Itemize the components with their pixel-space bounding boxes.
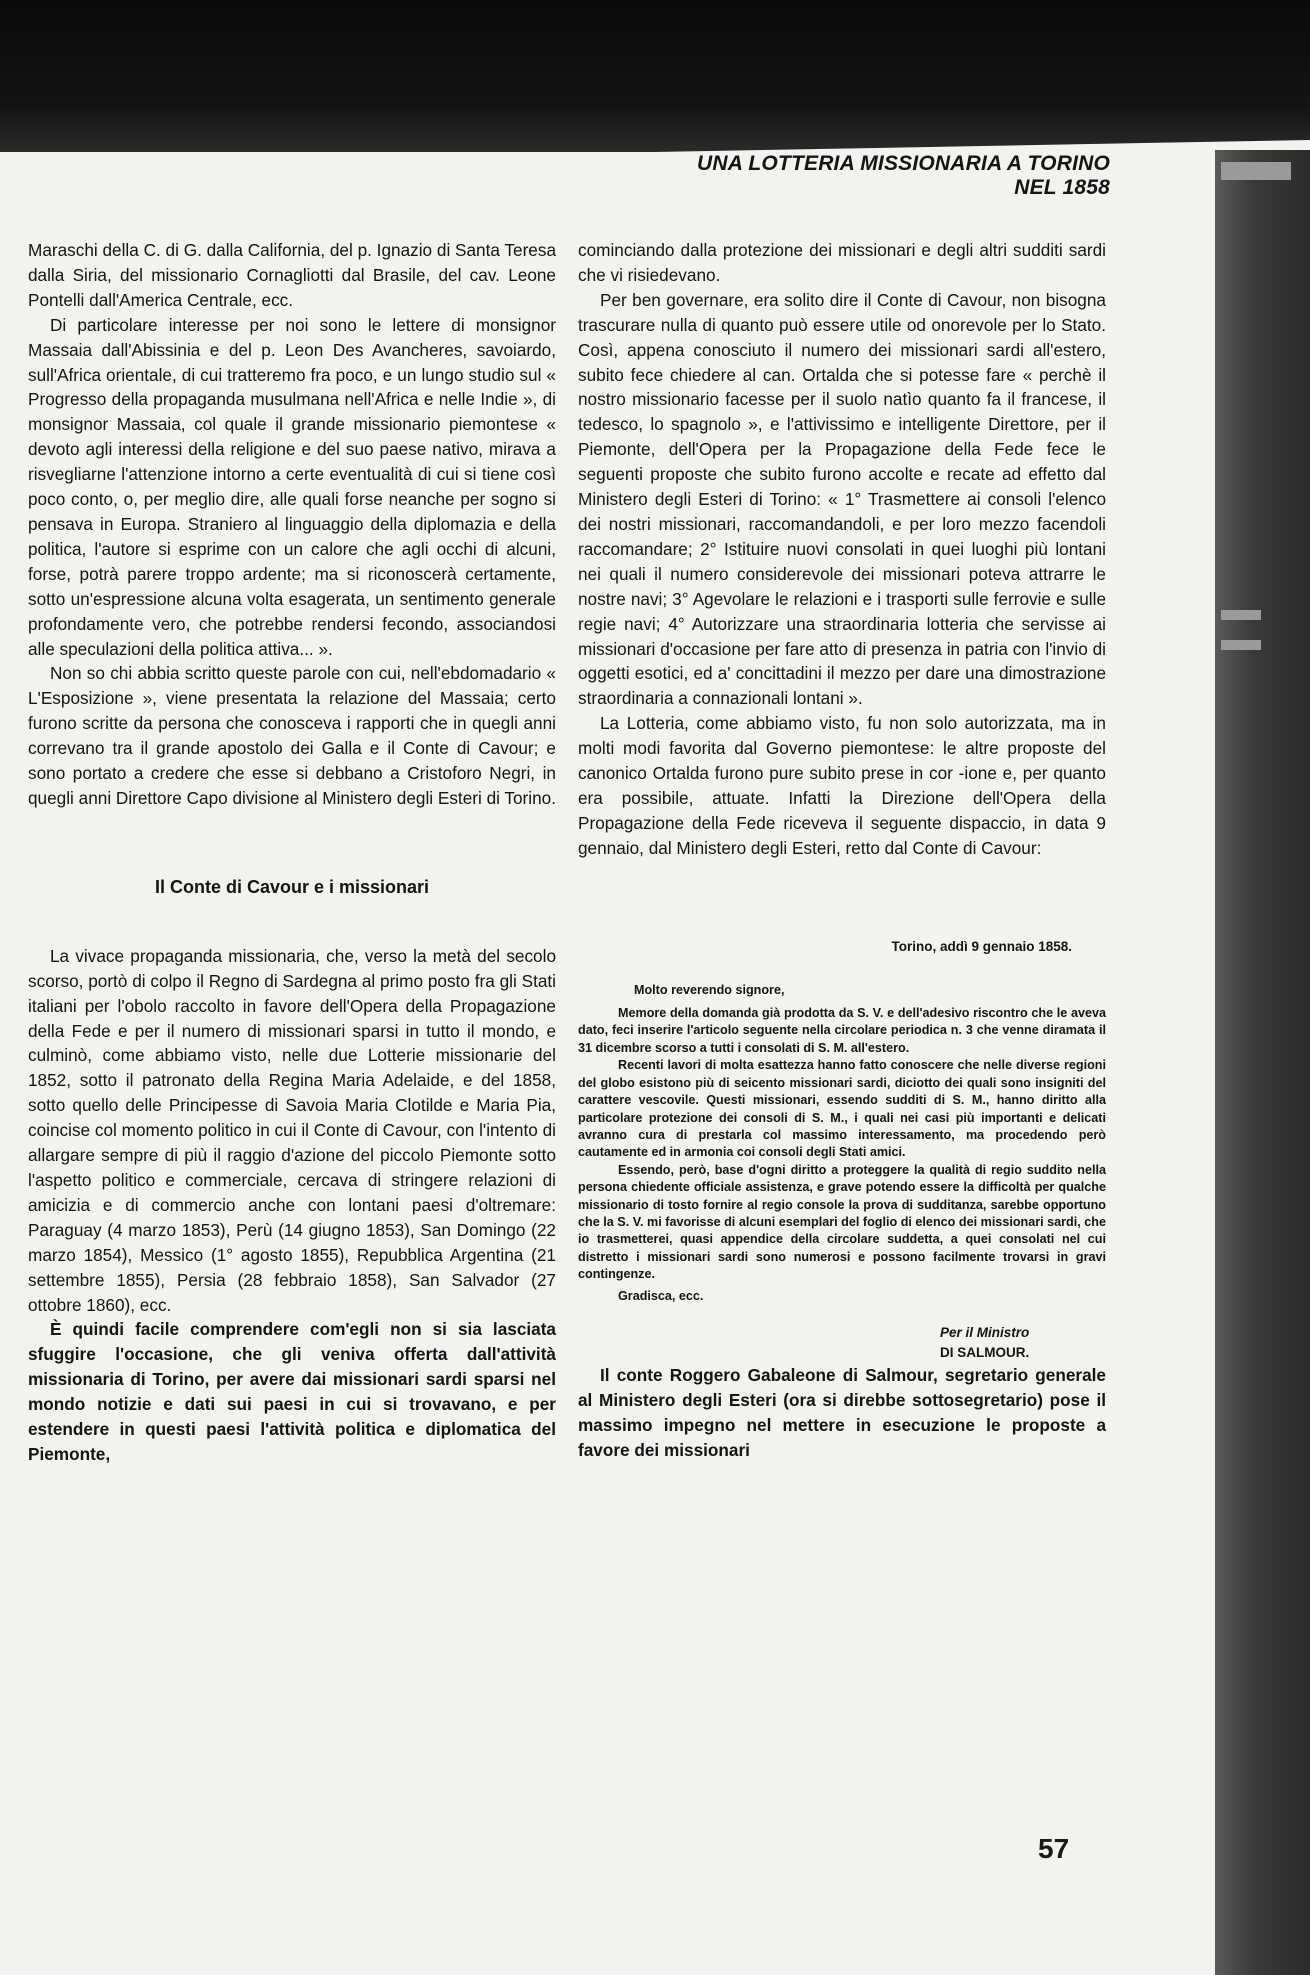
letter-paragraph: Recenti lavori di molta esattezza hanno fatto conoscere che nelle diverse regioni del globo esistono più di seicento missionari sardi, diciotto dei quali sono insigniti del carattere vescovile. Questi missionari, essendo sudditi di S. M., hanno diritto alla particolare protezione dei consoli di S. M., i quali nei casi più importanti e delicati avranno cura di prestarla col massimo interessamento, ma procedendo però cautamente ed in armonia coi consoli degli Stati amici. <box>578 1058 1106 1160</box>
letter-signature <box>940 1323 1106 1363</box>
letter-salutation: Molto reverendo signore, <box>634 982 785 997</box>
letter-date-line: Torino, addì 9 gennaio 1858. <box>891 938 1072 954</box>
signature-line: Per il Ministro <box>940 1324 1030 1340</box>
letter-closing: Gradisca, ecc. <box>618 1288 704 1303</box>
left-column <box>28 238 556 1467</box>
paragraph: Per ben governare, era solito dire il Conte di Cavour, non bisogna trascurare nulla di quanto può essere utile od onorevole per lo Stato. Così, appena conosciuto il numero dei missionari sardi all'estero, subito fece chiedere al can. Ortalda che si potesse fare « perchè il nostro missionario facesse per il suolo natìo quanto fa il francese, il tedesco, lo spagnolo », e l'attivissimo e intelligente Direttore, per il Piemonte, dell'Opera per la Propagazione della Fede fece le seguenti proposte che subito furono accolte e recate ad effetto dal Ministero degli Esteri di Torino: « 1° Trasmettere ai consoli l'elenco dei nostri missionari, raccomandandoli, e per loro mezzo facendoli raccomandare; 2° Istituire nuovi consolati in quei luoghi più lontani nei quali il numero considerevole dei missionari poteva attrarre le nostre navi; 3° Agevolare le relazioni e i trasporti sulle ferrovie e sulle regie navi; 4° Autorizzare una straordinaria lotteria che servisse ai missionari d'occasione per fare atto di presenza in patria con l'invio di oggetti esotici, ed a' concittadini il mezzo per dare una dimostrazione straordinaria a connazionali lontani ». <box>578 289 1106 709</box>
paragraph: Il conte Roggero Gabaleone di Salmour, segretario generale al Ministero degli Esteri (ora si direbbe sottosegretario) pose il massimo impegno nel mettere in esecuzione le proposte a favore dei missionari <box>578 1364 1106 1460</box>
paragraph: cominciando dalla protezione dei missionari e degli altri sudditi sardi che vi risiedevano. <box>578 240 1106 285</box>
right-column <box>578 238 1106 1463</box>
signature-line: DI SALMOUR. <box>940 1344 1030 1360</box>
scan-dark-border-right <box>1215 150 1310 1975</box>
scan-tab-mark <box>1221 610 1261 620</box>
letter-paragraph: Essendo, però, base d'ogni diritto a proteggere la qualità di regio suddito nella persona chiedente officiale assistenza, e grave potendo essere la difficoltà per qualche missionario di tosto fornire al regio console la prova di sudditanza, sarebbe opportuno che la S. V. mi favorisse di alcuni esemplari del foglio di elenco dei missionari sardi, che io trasmetterei, quasi appendice della circolare suddetta, a quei consolati nel cui distretto i missionari sardi sono numerosi e possono facilmente trovarsi in gravi contingenze. <box>578 1162 1106 1282</box>
paragraph: La Lotteria, come abbiamo visto, fu non solo autorizzata, ma in molti modi favorita dal Governo piemontese: le altre proposte del canonico Ortalda furono pure subito prese in cor -ione e, per quanto era possibile, attuate. Infatti la Direzione dell'Opera della Propagazione della Fede riceveva il seguente dispaccio, in data 9 gennaio, dal Ministero degli Esteri, retto dal Conte di Cavour: <box>578 713 1106 858</box>
paragraph: È quindi facile comprendere com'egli non si sia lasciata sfuggire l'occasione, che gli veniva offerta dall'attività missionaria di Torino, per avere dai missionari sardi sparsi nel mondo notizie e dati sui paesi in cui si trovavano, e per estendere in questi paesi l'attività politica e diplomatica del Piemonte, <box>28 1319 556 1464</box>
section-heading: Il Conte di Cavour e i missionari <box>154 876 430 897</box>
scan-tab-mark <box>1221 640 1261 650</box>
scan-tab-mark <box>1221 162 1291 180</box>
page-number: 57 <box>1038 1833 1070 1864</box>
paragraph: La vivace propaganda missionaria, che, verso la metà del secolo scorso, portò di colpo il Regno di Sardegna al primo posto fra gli Stati italiani per l'obolo raccolto in favore dell'Opera della Propagazione della Fede e per il numero di missionari sparsi in tutto il mondo, e culminò, come abbiamo visto, nelle due Lotterie missionarie del 1852, sotto il patronato della Regina Maria Adelaide, e del 1858, sotto quello delle Principesse di Savoia Maria Clotilde e Maria Pia, coincise col momento politico in cui il Conte di Cavour, con l'intento di allargare sempre di più il raggio d'azione del piccolo Piemonte sotto l'aspetto politico e commerciale, cercava di stringere relazioni di amicizia e di commercio anche con lontani paesi d'oltremare: Paraguay (4 marzo 1853), Perù (14 giugno 1853), San Domingo (22 marzo 1854), Messico (1° agosto 1855), Repubblica Argentina (21 settembre 1855), Persia (28 febbraio 1858), San Salvador (27 ottobre 1860), ecc. <box>28 945 556 1315</box>
scan-dark-border-top <box>0 0 1310 152</box>
paragraph: Non so chi abbia scritto queste parole con cui, nell'ebdomadario « L'Esposizione », viene presentata la relazione del Massaia; certo furono scritte da persona che conosceva i rapporti che in quegli anni correvano tra il grande apostolo dei Galla e il Conte di Cavour; e sono portato a credere che esse si debbano a Cristoforo Negri, in quegli anni Direttore Capo divisione al Ministero degli Esteri di Torino. <box>28 663 556 808</box>
quoted-letter <box>578 982 1106 1305</box>
running-title: UNA LOTTERIA MISSIONARIA A TORINO NEL 1858 <box>697 152 1110 199</box>
paragraph: Maraschi della C. di G. dalla California, del p. Ignazio di Santa Teresa dalla Siria, del missionario Cornagliotti dal Brasile, del cav. Leone Pontelli dall'America Centrale, ecc. <box>28 240 557 310</box>
paragraph: Di particolare interesse per noi sono le lettere di monsignor Massaia dall'Abissinia e del p. Leon Des Avancheres, savoiardo, sull'Africa orientale, di cui tratteremo fra poco, e un lungo studio sul « Progresso della propaganda musulmana nell'Africa e nelle Indie », di monsignor Massaia, col quale il grande missionario piemontese « devoto agli interessi della religione e del suo paese nativo, mirava a risvegliarne l'attenzione intorno a certe eventualità di cui si tiene così poco conto, o, per meglio dire, alle quali forse neanche per sogno si pensava in Europa. Straniero al linguaggio della diplomazia e della politica, l'autore si esprime con un calore che agli occhi di alcuni, forse, potrà parere troppo ardente; ma si riconoscerà certamente, sotto un'espressione alcuna volta esagerata, un sentimento generale profondamente vero, che potrebbe rendersi fecondo, associandosi alle speculazioni della politica attiva... ». <box>28 314 556 659</box>
letter-paragraph: Memore della domanda già prodotta da S. V. e dell'adesivo riscontro che le aveva dato, feci inserire l'articolo seguente nella circolare periodica n. 3 che venne diramata il 31 dicembre scorso a tutti i consolati di S. M. all'estero. <box>578 1006 1106 1055</box>
